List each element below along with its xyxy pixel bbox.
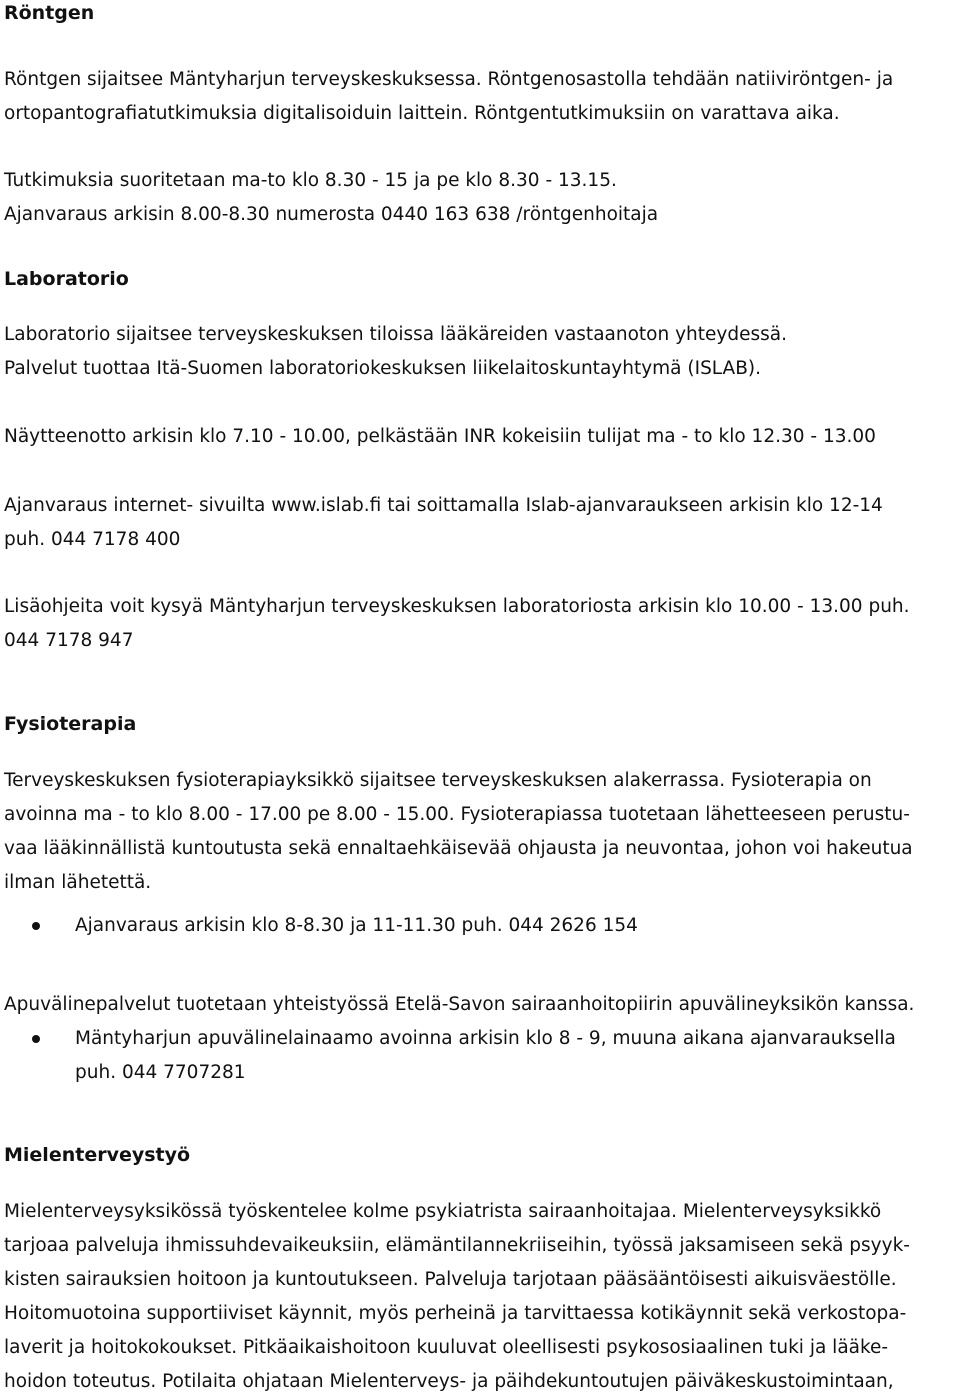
text-line: Röntgen sijaitsee Mäntyharjun terveyskeskuksessa. Röntgenosastolla tehdään natiiviröntgen- ja: [4, 69, 894, 90]
rontgen-heading: Röntgen: [4, 2, 95, 24]
laboratorio-booking: [4, 489, 883, 557]
fysioterapia-lainaamo-bullet: [75, 1022, 896, 1090]
rontgen-hours: [4, 164, 658, 232]
laboratorio-heading: Laboratorio: [4, 268, 129, 290]
text-line: Palvelut tuottaa Itä-Suomen laboratoriokeskuksen liikelaitoskuntayhtymä (ISLAB).: [4, 358, 761, 379]
laboratorio-info: [4, 590, 910, 658]
mielenterveystyo-text: [4, 1195, 910, 1399]
fysioterapia-intro: [4, 764, 913, 900]
text-line: Mäntyharjun apuvälinelainaamo avoinna arkisin klo 8 - 9, muuna aikana ajanvarauksella: [75, 1028, 896, 1049]
text-line: laverit ja hoitokokoukset. Pitkäaikaishoitoon kuuluvat oleellisesti psykososiaalinen tuki ja lääke-: [4, 1337, 889, 1358]
fysioterapia-heading: Fysioterapia: [4, 713, 137, 735]
text-line: tarjoaa palveluja ihmissuhdevaikeuksiin, elämäntilannekriiseihin, työssä jaksamiseen sekä psyyk-: [4, 1235, 910, 1256]
text-line: Lisäohjeita voit kysyä Mäntyharjun terveyskeskuksen laboratoriosta arkisin klo 10.00 - 13.00 puh.: [4, 596, 910, 617]
text-line: Ajanvaraus arkisin 8.00-8.30 numerosta 0440 163 638 /röntgenhoitaja: [4, 204, 659, 225]
laboratorio-sampling: [4, 420, 876, 454]
text-line: Mielenterveysyksikössä työskentelee kolme psykiatrista sairaanhoitajaa. Mielenterveysyksikkö: [4, 1201, 882, 1222]
text-line: 044 7178 947: [4, 630, 134, 651]
text-line: kisten sairauksien hoitoon ja kuntoutukseen. Palveluja tarjotaan pääsääntöisesti aikuisväestölle.: [4, 1269, 897, 1290]
text-line: Tutkimuksia suoritetaan ma-to klo 8.30 - 15 ja pe klo 8.30 - 13.15.: [4, 170, 617, 191]
text-line: vaa lääkinnällistä kuntoutusta sekä ennaltaehkäisevää ohjausta ja neuvontaa, johon voi hakeutua: [4, 838, 913, 859]
text-line: puh. 044 7178 400: [4, 529, 181, 550]
text-line: puh. 044 7707281: [75, 1062, 246, 1083]
text-line: Näytteenotto arkisin klo 7.10 - 10.00, pelkästään INR kokeisiin tulijat ma - to klo 12.30 - 13.00: [4, 426, 876, 447]
text-line: hoidon toteutus. Potilaita ohjataan Mielenterveys- ja päihdekuntoutujen päiväkeskustoimintaan,: [4, 1371, 894, 1392]
text-line: Terveyskeskuksen fysioterapiayksikkö sijaitsee terveyskeskuksen alakerrassa. Fysioterapia on: [4, 770, 872, 791]
text-line: avoinna ma - to klo 8.00 - 17.00 pe 8.00 - 15.00. Fysioterapiassa tuotetaan lähetteeseen perustu-: [4, 804, 910, 825]
text-line: Laboratorio sijaitsee terveyskeskuksen tiloissa lääkäreiden vastaanoton yhteydessä.: [4, 324, 787, 345]
fysioterapia-apuvaline: Apuvälinepalvelut tuotetaan yhteistyössä Etelä-Savon sairaanhoitopiirin apuvälineyksikön kanssa.: [4, 994, 915, 1015]
text-line: ortopantografiatutkimuksia digitalisoiduin laittein. Röntgentutkimuksiin on varattava aika.: [4, 103, 840, 124]
bullet-icon: [32, 922, 40, 930]
text-line: Ajanvaraus internet- sivuilta www.islab.fi tai soittamalla Islab-ajanvaraukseen arkisin klo 12-14: [4, 495, 883, 516]
text-line: ilman lähetettä.: [4, 872, 152, 893]
text-line: Hoitomuotoina supportiiviset käynnit, myös perheinä ja tarvittaessa kotikäynnit sekä verkostopa-: [4, 1303, 907, 1324]
mielenterveystyo-heading: Mielenterveystyö: [4, 1144, 191, 1166]
rontgen-intro: [4, 63, 893, 131]
laboratorio-intro: [4, 318, 787, 386]
bullet-icon: [32, 1035, 40, 1043]
fysioterapia-booking-bullet: Ajanvaraus arkisin klo 8-8.30 ja 11-11.30 puh. 044 2626 154: [75, 915, 638, 936]
